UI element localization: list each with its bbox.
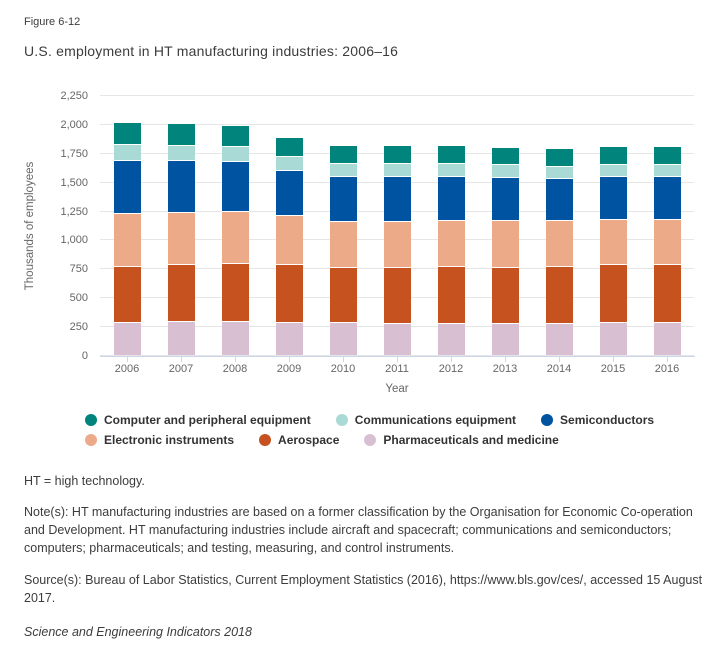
y-tick-label-0: 0: [81, 350, 88, 362]
legend-item-electronic-instruments[interactable]: [85, 431, 234, 448]
bar-2007: [168, 95, 195, 355]
bar-segment-2007-pharmaceuticals-and-medicine: [168, 321, 195, 355]
figure-label: Figure 6-12: [24, 16, 81, 28]
legend-label: Communications equipment: [354, 412, 517, 427]
x-tick-label-2012: 2012: [438, 363, 464, 375]
bar-segment-2014-pharmaceuticals-and-medicine: [546, 323, 573, 355]
bar-2010: [330, 95, 357, 355]
x-tick-label-2015: 2015: [600, 363, 626, 375]
legend-item-aerospace[interactable]: [259, 431, 339, 448]
y-tick-label-1,750: 1,750: [60, 147, 88, 160]
x-tick-label-2007: 2007: [168, 363, 194, 375]
bar-2016: [654, 95, 681, 355]
x-tick-2007: [181, 357, 182, 362]
y-tick-label-500: 500: [69, 292, 88, 305]
x-tick-label-2008: 2008: [222, 363, 248, 375]
bar-segment-2013-electronic-instruments: [492, 220, 519, 266]
chart-legend: [85, 411, 685, 448]
legend-label: Semiconductors: [560, 412, 655, 427]
notes-block: [24, 472, 712, 654]
bar-segment-2013-aerospace: [492, 267, 519, 324]
bar-segment-2015-semiconductors: [600, 176, 627, 219]
x-tick-2016: [667, 357, 668, 362]
bar-segment-2006-aerospace: [114, 266, 141, 321]
legend-marker-icon: [85, 434, 97, 446]
x-tick-2010: [343, 357, 344, 362]
bar-segment-2012-pharmaceuticals-and-medicine: [438, 323, 465, 355]
bar-segment-2007-communications-equipment: [168, 145, 195, 161]
y-tick-label-1,000: 1,000: [60, 234, 88, 247]
x-tick-2013: [505, 357, 506, 362]
bar-segment-2014-electronic-instruments: [546, 220, 573, 266]
x-tick-2014: [559, 357, 560, 362]
legend-item-communications-equipment[interactable]: [336, 411, 516, 428]
bar-segment-2008-pharmaceuticals-and-medicine: [222, 321, 249, 355]
x-tick-2006: [127, 357, 128, 362]
bar-segment-2015-electronic-instruments: [600, 219, 627, 265]
bar-segment-2008-electronic-instruments: [222, 211, 249, 262]
source-paragraph: Source(s): Bureau of Labor Statistics, Current Employment Statistics (2016), https://www.bls.gov/ces/, accessed 15 August 2017.: [24, 572, 703, 605]
legend-item-semiconductors[interactable]: [541, 411, 654, 428]
bar-segment-2016-computer-and-peripheral-equipment: [654, 146, 681, 164]
page-title: U.S. employment in HT manufacturing industries: 2006–16: [24, 43, 399, 59]
y-tick-label-2,000: 2,000: [60, 118, 88, 131]
bar-segment-2013-computer-and-peripheral-equipment: [492, 147, 519, 164]
x-axis-labels: [100, 363, 694, 377]
bar-segment-2012-electronic-instruments: [438, 220, 465, 266]
x-tick-2012: [451, 357, 452, 362]
bar-segment-2013-communications-equipment: [492, 164, 519, 177]
bar-segment-2016-electronic-instruments: [654, 219, 681, 265]
bar-segment-2014-aerospace: [546, 266, 573, 323]
legend-marker-icon: [364, 434, 376, 446]
bar-segment-2011-computer-and-peripheral-equipment: [384, 145, 411, 163]
y-tick-label-750: 750: [69, 263, 88, 276]
x-tick-2015: [613, 357, 614, 362]
bar-segment-2012-aerospace: [438, 266, 465, 323]
bar-segment-2010-aerospace: [330, 267, 357, 322]
bar-segment-2007-computer-and-peripheral-equipment: [168, 123, 195, 144]
bar-2014: [546, 95, 573, 355]
y-tick-label-2,250: 2,250: [60, 90, 88, 102]
bar-2006: [114, 95, 141, 355]
x-tick-label-2013: 2013: [492, 363, 518, 375]
bar-segment-2016-communications-equipment: [654, 164, 681, 176]
notes-paragraph: Note(s): HT manufacturing industries are based on a former classification by the Organisation for Economic Co-operation and Development. HT manufacturing industries include aircraft and spacecraft; communications and semiconductors; computers; pharmaceuticals; and testing, measuring, and control instruments.: [24, 505, 693, 556]
bar-segment-2006-computer-and-peripheral-equipment: [114, 122, 141, 143]
x-tick-label-2016: 2016: [654, 363, 680, 375]
bar-segment-2010-electronic-instruments: [330, 221, 357, 267]
bar-segment-2006-pharmaceuticals-and-medicine: [114, 322, 141, 356]
bar-segment-2006-semiconductors: [114, 160, 141, 213]
bar-2012: [438, 95, 465, 355]
y-tick-label-250: 250: [69, 321, 88, 334]
plot-area: [100, 96, 694, 356]
x-tick-label-2014: 2014: [546, 363, 572, 375]
bar-2011: [384, 95, 411, 355]
legend-marker-icon: [541, 414, 553, 426]
bar-2015: [600, 95, 627, 355]
bar-segment-2008-semiconductors: [222, 161, 249, 211]
bar-segment-2015-communications-equipment: [600, 164, 627, 176]
bar-segment-2014-communications-equipment: [546, 166, 573, 178]
bar-segment-2007-aerospace: [168, 264, 195, 321]
bar-segment-2007-electronic-instruments: [168, 212, 195, 264]
bar-segment-2010-pharmaceuticals-and-medicine: [330, 322, 357, 355]
bar-segment-2011-aerospace: [384, 267, 411, 322]
bar-segment-2006-communications-equipment: [114, 144, 141, 161]
bar-segment-2009-aerospace: [276, 264, 303, 321]
x-tick-label-2010: 2010: [330, 363, 356, 375]
legend-label: Computer and peripheral equipment: [104, 412, 311, 427]
bar-segment-2008-computer-and-peripheral-equipment: [222, 125, 249, 146]
x-tick-label-2009: 2009: [276, 363, 302, 375]
legend-label: Electronic instruments: [104, 432, 235, 447]
legend-marker-icon: [336, 414, 348, 426]
bar-segment-2010-communications-equipment: [330, 163, 357, 176]
bar-2008: [222, 95, 249, 355]
bar-segment-2012-computer-and-peripheral-equipment: [438, 145, 465, 163]
bar-segment-2015-pharmaceuticals-and-medicine: [600, 322, 627, 355]
y-axis-title: Thousands of employees: [24, 161, 36, 291]
bar-segment-2007-semiconductors: [168, 160, 195, 212]
bar-segment-2013-semiconductors: [492, 177, 519, 220]
bar-segment-2015-computer-and-peripheral-equipment: [600, 146, 627, 164]
sei-credit-line: Science and Engineering Indicators 2018: [24, 624, 252, 639]
x-tick-label-2006: 2006: [114, 363, 140, 375]
bar-segment-2014-semiconductors: [546, 178, 573, 221]
y-tick-label-1,250: 1,250: [60, 205, 88, 218]
bar-2013: [492, 95, 519, 355]
x-tick-2008: [235, 357, 236, 362]
legend-marker-icon: [85, 414, 97, 426]
abbreviation-note: HT = high technology.: [24, 474, 145, 488]
bar-segment-2012-semiconductors: [438, 176, 465, 220]
bar-2009: [276, 95, 303, 355]
bar-segment-2009-computer-and-peripheral-equipment: [276, 137, 303, 156]
bar-segment-2016-pharmaceuticals-and-medicine: [654, 322, 681, 356]
legend-item-pharmaceuticals-and-medicine[interactable]: [364, 431, 558, 448]
bar-segment-2012-communications-equipment: [438, 163, 465, 176]
x-tick-2011: [397, 357, 398, 362]
bar-segment-2016-aerospace: [654, 264, 681, 321]
bar-segment-2016-semiconductors: [654, 176, 681, 219]
bar-segment-2011-pharmaceuticals-and-medicine: [384, 323, 411, 355]
x-axis-title: Year: [385, 383, 409, 395]
bar-segment-2008-aerospace: [222, 263, 249, 321]
x-tick-2009: [289, 357, 290, 362]
bar-segment-2011-electronic-instruments: [384, 221, 411, 267]
bar-segment-2011-communications-equipment: [384, 163, 411, 176]
legend-label: Aerospace: [278, 432, 340, 447]
bar-segment-2015-aerospace: [600, 264, 627, 322]
bar-segment-2009-semiconductors: [276, 170, 303, 215]
bar-segment-2009-electronic-instruments: [276, 215, 303, 264]
y-tick-label-1,500: 1,500: [60, 176, 88, 189]
legend-item-computer-and-peripheral-equipment[interactable]: [85, 411, 311, 428]
bar-segment-2009-communications-equipment: [276, 156, 303, 170]
x-tick-label-2011: 2011: [385, 363, 409, 375]
legend-label: Pharmaceuticals and medicine: [383, 432, 559, 447]
bar-segment-2013-pharmaceuticals-and-medicine: [492, 323, 519, 355]
bar-segment-2010-semiconductors: [330, 176, 357, 220]
bar-segment-2010-computer-and-peripheral-equipment: [330, 145, 357, 163]
bar-segment-2006-electronic-instruments: [114, 213, 141, 266]
y-axis-labels: [0, 90, 88, 362]
bar-segment-2014-computer-and-peripheral-equipment: [546, 148, 573, 165]
bar-segment-2009-pharmaceuticals-and-medicine: [276, 322, 303, 356]
legend-marker-icon: [259, 434, 271, 446]
bar-segment-2008-communications-equipment: [222, 146, 249, 161]
bar-segment-2011-semiconductors: [384, 176, 411, 220]
